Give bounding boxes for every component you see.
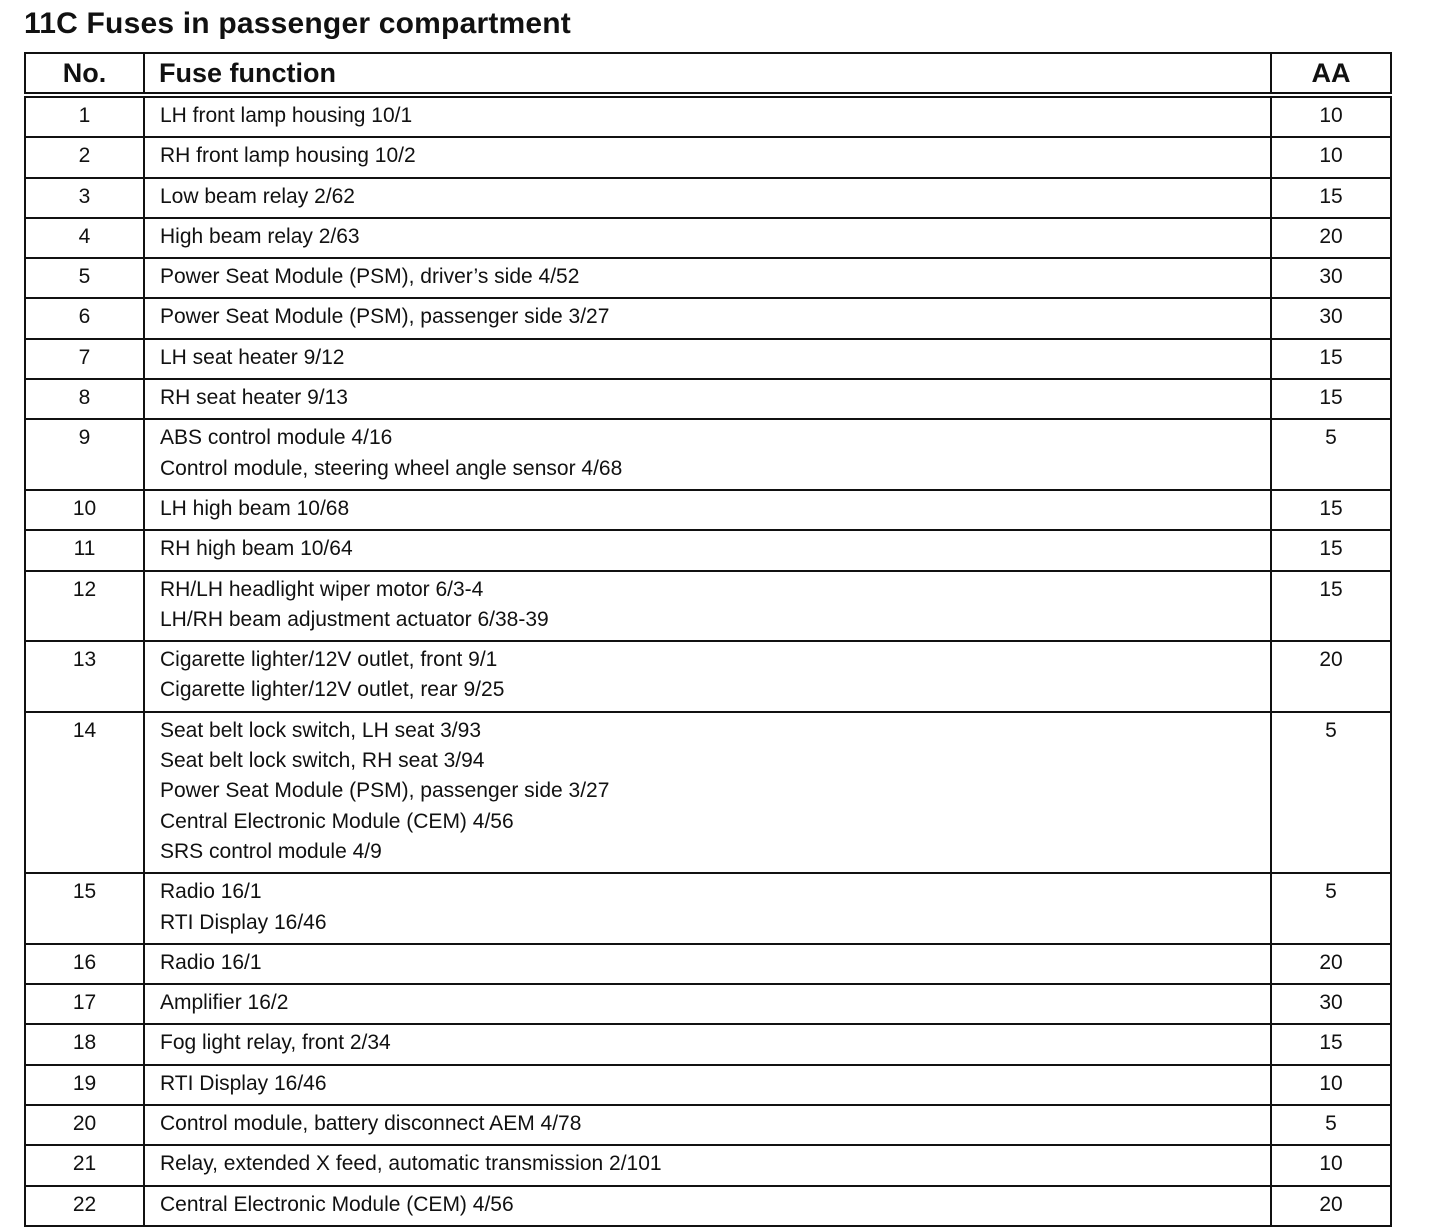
fuse-number: 13 [25, 641, 144, 712]
fuse-number: 10 [25, 490, 144, 530]
fuse-function-line: Radio 16/1 [160, 950, 262, 974]
fuse-amperage: 20 [1271, 1186, 1391, 1226]
fuse-number: 6 [25, 298, 144, 338]
fuse-number: 7 [25, 339, 144, 379]
table-body [25, 95, 1391, 1226]
fuse-number: 4 [25, 218, 144, 258]
fuse-number: 19 [25, 1065, 144, 1105]
fuse-function-line: Seat belt lock switch, LH seat 3/93 [160, 718, 481, 742]
table-row [25, 944, 1391, 984]
fuse-function-line: Seat belt lock switch, RH seat 3/94 [160, 749, 485, 773]
fuse-number: 16 [25, 944, 144, 984]
fuse-function-line: ABS control module 4/16 [160, 426, 393, 450]
fuse-function-cell [144, 258, 1271, 298]
fuse-function-line: Low beam relay 2/62 [160, 184, 355, 208]
fuse-function-line: Amplifier 16/2 [160, 991, 289, 1015]
fuse-number: 21 [25, 1145, 144, 1185]
fuse-amperage: 15 [1271, 490, 1391, 530]
table-row [25, 419, 1391, 490]
table-row [25, 1145, 1391, 1185]
fuse-function-line: Power Seat Module (PSM), passenger side 3/27 [160, 305, 610, 329]
fuse-amperage: 10 [1271, 1145, 1391, 1185]
fuse-amperage: 30 [1271, 258, 1391, 298]
fuse-amperage: 10 [1271, 95, 1391, 137]
fuse-number: 11 [25, 530, 144, 570]
table-row [25, 1024, 1391, 1064]
table-row [25, 379, 1391, 419]
fuse-amperage: 20 [1271, 218, 1391, 258]
table-row [25, 1065, 1391, 1105]
fuse-function-cell [144, 298, 1271, 338]
fuse-function-line: Relay, extended X feed, automatic transmission 2/101 [160, 1152, 662, 1176]
fuse-number: 5 [25, 258, 144, 298]
table-row [25, 571, 1391, 642]
fuse-amperage: 15 [1271, 571, 1391, 642]
fuse-function-cell [144, 95, 1271, 137]
fuse-function-line: RTI Display 16/46 [160, 1071, 327, 1095]
fuse-amperage: 10 [1271, 1065, 1391, 1105]
fuse-function-line: RTI Display 16/46 [160, 910, 327, 934]
header-fuse-function: Fuse function [144, 53, 1271, 95]
fuse-function-cell [144, 1065, 1271, 1105]
fuse-amperage: 15 [1271, 1024, 1391, 1064]
fuse-function-line: Central Electronic Module (CEM) 4/56 [160, 1192, 514, 1216]
fuse-amperage: 15 [1271, 178, 1391, 218]
fuse-number: 22 [25, 1186, 144, 1226]
fuse-function-line: LH/RH beam adjustment actuator 6/38-39 [160, 607, 549, 631]
table-row [25, 490, 1391, 530]
fuse-function-line: RH/LH headlight wiper motor 6/3-4 [160, 577, 484, 601]
fuse-function-cell [144, 712, 1271, 873]
fuse-function-cell [144, 984, 1271, 1024]
table-row [25, 218, 1391, 258]
fuse-function-line: SRS control module 4/9 [160, 839, 382, 863]
fuse-number: 1 [25, 95, 144, 137]
table-row [25, 641, 1391, 712]
fuse-function-line: LH seat heater 9/12 [160, 345, 345, 369]
table-row [25, 1105, 1391, 1145]
fuse-function-line: Fog light relay, front 2/34 [160, 1031, 391, 1055]
fuse-amperage: 5 [1271, 873, 1391, 944]
fuse-function-line: Power Seat Module (PSM), driver’s side 4/52 [160, 265, 580, 289]
fuse-amperage: 15 [1271, 339, 1391, 379]
fuse-function-line: Control module, battery disconnect AEM 4/78 [160, 1112, 582, 1136]
fuse-function-line: High beam relay 2/63 [160, 224, 360, 248]
page-title: 11C Fuses in passenger compartment [24, 7, 571, 40]
fuse-function-line: Control module, steering wheel angle sensor 4/68 [160, 456, 623, 480]
fuse-function-line: RH seat heater 9/13 [160, 386, 348, 410]
fuse-function-line: Central Electronic Module (CEM) 4/56 [160, 809, 514, 833]
header-no: No. [25, 53, 144, 95]
fuse-function-line: Radio 16/1 [160, 880, 262, 904]
fuse-function-cell [144, 490, 1271, 530]
header-amps: AA [1271, 53, 1391, 95]
fuse-function-cell [144, 1105, 1271, 1145]
fuse-function-line: LH high beam 10/68 [160, 496, 350, 520]
fuse-number: 14 [25, 712, 144, 873]
fuse-number: 3 [25, 178, 144, 218]
fuse-function-cell [144, 1024, 1271, 1064]
fuse-function-cell [144, 379, 1271, 419]
fuse-function-cell [144, 571, 1271, 642]
fuse-number: 18 [25, 1024, 144, 1064]
fuse-function-cell [144, 419, 1271, 490]
fuse-function-line: RH high beam 10/64 [160, 537, 353, 561]
fuse-table [24, 52, 1392, 1227]
table-row [25, 984, 1391, 1024]
fuse-amperage: 5 [1271, 712, 1391, 873]
fuse-number: 9 [25, 419, 144, 490]
fuse-function-line: LH front lamp housing 10/1 [160, 104, 413, 127]
fuse-number: 12 [25, 571, 144, 642]
fuse-number: 15 [25, 873, 144, 944]
fuse-amperage: 20 [1271, 641, 1391, 712]
fuse-function-cell [144, 944, 1271, 984]
fuse-number: 17 [25, 984, 144, 1024]
fuse-function-cell [144, 873, 1271, 944]
table-row [25, 339, 1391, 379]
fuse-function-cell [144, 1145, 1271, 1185]
fuse-function-cell [144, 339, 1271, 379]
table-row [25, 137, 1391, 177]
fuse-function-line: Cigarette lighter/12V outlet, front 9/1 [160, 648, 498, 672]
fuse-function-cell [144, 137, 1271, 177]
fuse-number: 8 [25, 379, 144, 419]
fuse-function-line: Cigarette lighter/12V outlet, rear 9/25 [160, 678, 505, 702]
fuse-amperage: 30 [1271, 984, 1391, 1024]
fuse-amperage: 5 [1271, 1105, 1391, 1145]
fuse-function-line: RH front lamp housing 10/2 [160, 144, 416, 168]
fuse-function-line: Power Seat Module (PSM), passenger side 3/27 [160, 779, 610, 803]
header-row [25, 53, 1391, 95]
fuse-function-cell [144, 178, 1271, 218]
fuse-function-cell [144, 641, 1271, 712]
fuse-amperage: 15 [1271, 379, 1391, 419]
table-row [25, 298, 1391, 338]
table-row [25, 873, 1391, 944]
table-row [25, 530, 1391, 570]
table-row [25, 95, 1391, 137]
fuse-amperage: 20 [1271, 944, 1391, 984]
fuse-amperage: 30 [1271, 298, 1391, 338]
fuse-number: 20 [25, 1105, 144, 1145]
table-row [25, 712, 1391, 873]
fuse-amperage: 10 [1271, 137, 1391, 177]
table-row [25, 258, 1391, 298]
fuse-amperage: 5 [1271, 419, 1391, 490]
table-row [25, 178, 1391, 218]
fuse-function-cell [144, 530, 1271, 570]
fuse-number: 2 [25, 137, 144, 177]
table-header [25, 53, 1391, 95]
fuse-function-cell [144, 218, 1271, 258]
fuse-amperage: 15 [1271, 530, 1391, 570]
